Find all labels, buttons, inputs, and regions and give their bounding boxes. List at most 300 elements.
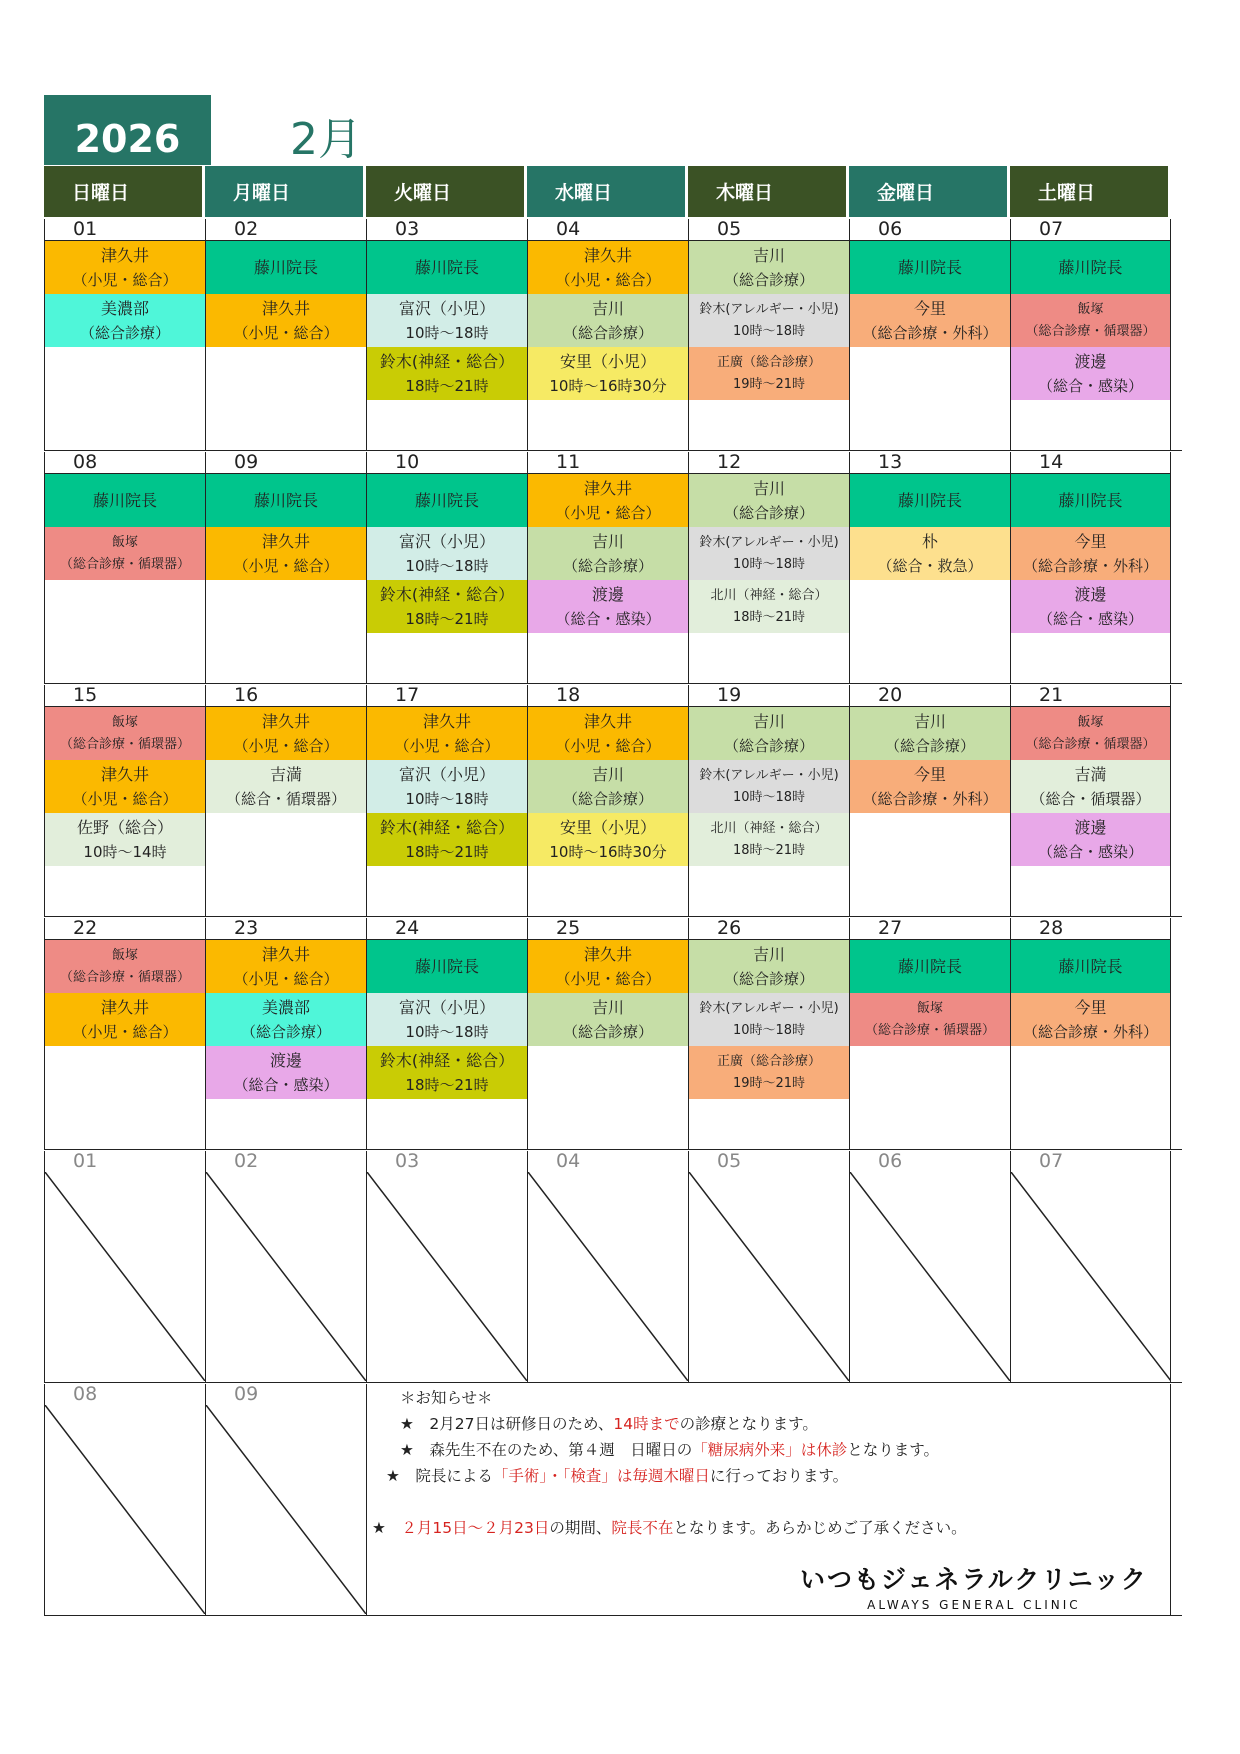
day-entries [528, 939, 688, 1149]
day-entries [850, 473, 1010, 683]
blank-day-cell [205, 1151, 366, 1382]
day-number: 16 [234, 684, 259, 706]
notice-line-4: ★ ２月15日～２月23日の期間、院長不在となります。あらかじめご了承ください。 [372, 1519, 967, 1537]
doctor-entry [850, 993, 1010, 1046]
doctor-entry [1011, 993, 1170, 1046]
day-cell [366, 685, 527, 916]
doctor-detail: （総合・救急） [877, 556, 983, 575]
doctor-name: 藤川院長 [897, 491, 962, 510]
day-number: 06 [878, 218, 903, 240]
day-number: 07 [1039, 1150, 1064, 1172]
day-entries [367, 473, 527, 683]
diagonal-slash [850, 1172, 1010, 1381]
day-cell [688, 918, 849, 1149]
doctor-name: 吉川 [752, 711, 785, 731]
week-bottom-border [44, 1149, 1182, 1150]
doctor-detail: （総合診療・外科） [862, 789, 998, 808]
day-number: 09 [234, 1383, 259, 1405]
doctor-entry [367, 294, 527, 347]
doctor-name: 津久井 [261, 944, 310, 964]
doctor-entry [850, 474, 1010, 527]
day-entries [206, 939, 366, 1149]
doctor-detail: （小児・総合） [72, 789, 178, 808]
doctor-entry [689, 580, 849, 633]
year-label: 2026 [44, 95, 211, 165]
clinic-logo [800, 1560, 1148, 1612]
diagonal-slash [367, 1172, 527, 1381]
doctor-entry [850, 294, 1010, 347]
week-bottom-border [44, 916, 1182, 917]
doctor-detail: （総合診療・外科） [862, 323, 998, 342]
day-cell [688, 685, 849, 916]
doctor-name: 正廣（総合診療） [716, 1053, 821, 1069]
week-bottom-border [44, 683, 1182, 684]
doctor-entry [850, 241, 1010, 294]
day-number: 04 [556, 218, 581, 240]
day-number: 03 [395, 218, 420, 240]
day-number: 25 [556, 917, 581, 939]
week-bottom-border [44, 1382, 1182, 1383]
doctor-name: 吉川 [913, 711, 946, 731]
doctor-entry [528, 813, 688, 866]
doctor-name: 北川（神経・総合） [710, 587, 828, 603]
doctor-detail: 10時～16時30分 [549, 376, 667, 395]
doctor-detail: 10時～14時 [83, 842, 167, 861]
doctor-name: 渡邊 [591, 584, 624, 604]
notice-line-3: ★ 院長による「手術」・「検査」は毎週木曜日に行っております。 [386, 1467, 849, 1485]
weekday-sat: 土曜日 [1010, 166, 1168, 217]
doctor-name: 渡邊 [269, 1050, 302, 1070]
day-cell [205, 685, 366, 916]
day-number: 12 [717, 451, 742, 473]
doctor-name: 藤川院長 [897, 258, 962, 277]
doctor-name: 鈴木(アレルギー・小児) [699, 301, 839, 317]
doctor-entry [850, 527, 1010, 580]
doctor-name: 飯塚 [111, 714, 138, 730]
day-number: 04 [556, 1150, 581, 1172]
doctor-name: 飯塚 [1077, 301, 1104, 317]
doctor-name: 鈴木(神経・総合） [379, 351, 515, 371]
doctor-entry [689, 474, 849, 527]
doctor-entry [1011, 707, 1170, 760]
doctor-name: 藤川院長 [1058, 491, 1123, 510]
day-entries [1011, 473, 1170, 683]
doctor-entry [689, 993, 849, 1046]
day-number: 11 [556, 451, 581, 473]
doctor-name: 安里（小児） [559, 817, 656, 837]
doctor-entry [1011, 580, 1170, 633]
day-cell [849, 452, 1010, 683]
month-label: 2月 [290, 114, 362, 165]
doctor-name: 藤川院長 [92, 491, 157, 510]
weekday-thu: 木曜日 [688, 166, 846, 217]
doctor-detail: （総合診療） [240, 1022, 331, 1041]
day-number: 14 [1039, 451, 1064, 473]
doctor-detail: （総合・感染） [233, 1075, 339, 1094]
week-bottom-border [44, 450, 1182, 451]
doctor-name: 美濃部 [261, 997, 310, 1017]
day-number: 21 [1039, 684, 1064, 706]
doctor-entry [367, 347, 527, 400]
doctor-name: 吉川 [752, 944, 785, 964]
day-number: 07 [1039, 218, 1064, 240]
doctor-name: 吉川 [752, 245, 785, 265]
doctor-name: 吉川 [752, 478, 785, 498]
doctor-detail: 10時～16時30分 [549, 842, 667, 861]
doctor-entry [206, 1046, 366, 1099]
doctor-detail: （総合診療） [723, 969, 814, 988]
doctor-name: 富沢（小児） [398, 997, 495, 1017]
day-entries [206, 473, 366, 683]
doctor-entry [1011, 347, 1170, 400]
doctor-entry [45, 241, 205, 294]
doctor-name: 飯塚 [1077, 714, 1104, 730]
day-cell [366, 219, 527, 450]
weekday-mon: 月曜日 [205, 166, 363, 217]
doctor-name: 飯塚 [916, 1000, 943, 1016]
day-number: 05 [717, 1150, 742, 1172]
doctor-name: 北川（神経・総合） [710, 820, 828, 836]
blank-day-cell [44, 1384, 205, 1615]
day-entries [45, 473, 205, 683]
doctor-detail: （小児・総合） [233, 556, 339, 575]
doctor-entry [206, 294, 366, 347]
weekday-wed: 水曜日 [527, 166, 685, 217]
doctor-name: 渡邊 [1074, 584, 1107, 604]
doctor-name: 鈴木(アレルギー・小児) [699, 1000, 839, 1016]
doctor-detail: （総合診療・循環器） [1025, 323, 1156, 339]
day-cell [527, 452, 688, 683]
blank-day-cell [527, 1151, 688, 1382]
doctor-entry [850, 940, 1010, 993]
day-entries [1011, 240, 1170, 450]
day-number: 08 [73, 451, 98, 473]
doctor-entry [689, 707, 849, 760]
diagonal-slash [206, 1405, 366, 1614]
doctor-name: 津久井 [261, 531, 310, 551]
day-number: 06 [878, 1150, 903, 1172]
doctor-name: 佐野（総合） [76, 817, 173, 837]
doctor-entry [367, 1046, 527, 1099]
day-number: 19 [717, 684, 742, 706]
doctor-detail: （総合診療） [562, 1022, 653, 1041]
weekday-header [44, 166, 1171, 217]
day-cell [527, 685, 688, 916]
doctor-entry [528, 580, 688, 633]
doctor-entry [1011, 241, 1170, 294]
day-cell [205, 918, 366, 1149]
doctor-detail: 18時～21時 [405, 609, 489, 628]
doctor-entry [689, 294, 849, 347]
day-cell [44, 452, 205, 683]
doctor-detail: 18時～21時 [405, 1075, 489, 1094]
doctor-detail: （総合診療・循環器） [1025, 736, 1156, 752]
doctor-detail: 18時～21時 [405, 842, 489, 861]
doctor-name: 鈴木(アレルギー・小児) [699, 767, 839, 783]
day-number: 02 [234, 218, 259, 240]
doctor-name: 津久井 [583, 944, 632, 964]
doctor-detail: （総合診療） [723, 503, 814, 522]
doctor-entry [850, 760, 1010, 813]
doctor-detail: （小児・総合） [555, 969, 661, 988]
doctor-entry [689, 940, 849, 993]
doctor-entry [206, 527, 366, 580]
doctor-detail: 10時～18時 [405, 556, 489, 575]
doctor-entry [689, 347, 849, 400]
day-number: 22 [73, 917, 98, 939]
doctor-detail: （総合・感染） [1037, 609, 1143, 628]
day-cell [205, 452, 366, 683]
doctor-entry [206, 707, 366, 760]
day-cell [366, 918, 527, 1149]
diagonal-slash [206, 1172, 366, 1381]
doctor-entry [528, 474, 688, 527]
doctor-entry [528, 760, 688, 813]
doctor-entry [367, 474, 527, 527]
doctor-detail: （総合診療・循環器） [59, 736, 190, 752]
day-entries [528, 706, 688, 916]
doctor-entry [1011, 760, 1170, 813]
day-cell [849, 219, 1010, 450]
diagonal-slash [528, 1172, 688, 1381]
day-number: 05 [717, 218, 742, 240]
doctor-entry [1011, 940, 1170, 993]
doctor-name: 富沢（小児） [398, 298, 495, 318]
doctor-entry [45, 760, 205, 813]
blank-day-cell [366, 1151, 527, 1382]
doctor-name: 藤川院長 [253, 491, 318, 510]
day-number: 18 [556, 684, 581, 706]
doctor-detail: （総合診療・外科） [1022, 556, 1158, 575]
day-number: 26 [717, 917, 742, 939]
doctor-entry [689, 1046, 849, 1099]
clinic-logo-jp: いつもジェネラルクリニック [800, 1565, 1148, 1594]
day-number: 15 [73, 684, 98, 706]
doctor-detail: （総合診療） [79, 323, 170, 342]
doctor-name: 藤川院長 [414, 957, 479, 976]
doctor-detail: （総合診療） [562, 323, 653, 342]
doctor-detail: 10時～18時 [405, 323, 489, 342]
day-number: 03 [395, 1150, 420, 1172]
doctor-entry [528, 241, 688, 294]
day-entries [528, 473, 688, 683]
doctor-name: 鈴木(アレルギー・小児) [699, 534, 839, 550]
doctor-name: 渡邊 [1074, 351, 1107, 371]
doctor-detail: 19時～21時 [732, 376, 806, 392]
doctor-detail: （総合診療） [562, 556, 653, 575]
doctor-detail: （総合診療・循環器） [59, 969, 190, 985]
doctor-detail: 10時～18時 [405, 1022, 489, 1041]
weekday-tue: 火曜日 [366, 166, 524, 217]
day-cell [44, 219, 205, 450]
day-number: 24 [395, 917, 420, 939]
doctor-entry [206, 940, 366, 993]
doctor-name: 今里 [913, 298, 946, 318]
day-number: 09 [234, 451, 259, 473]
day-cell [849, 685, 1010, 916]
day-entries [689, 706, 849, 916]
doctor-entry [689, 813, 849, 866]
doctor-name: 鈴木(神経・総合） [379, 1050, 515, 1070]
doctor-name: 藤川院長 [414, 258, 479, 277]
day-entries [45, 240, 205, 450]
doctor-name: 津久井 [100, 997, 149, 1017]
doctor-detail: （総合診療） [723, 270, 814, 289]
doctor-entry [367, 527, 527, 580]
doctor-detail: 19時～21時 [732, 1075, 806, 1091]
doctor-detail: （小児・総合） [233, 323, 339, 342]
day-number: 13 [878, 451, 903, 473]
day-entries [1011, 706, 1170, 916]
doctor-entry [206, 760, 366, 813]
doctor-entry [689, 527, 849, 580]
day-number: 28 [1039, 917, 1064, 939]
doctor-entry [367, 580, 527, 633]
day-cell [527, 219, 688, 450]
doctor-entry [1011, 294, 1170, 347]
day-entries [689, 939, 849, 1149]
doctor-entry [528, 707, 688, 760]
doctor-entry [45, 940, 205, 993]
day-entries [45, 939, 205, 1149]
day-entries [850, 939, 1010, 1149]
week-bottom-border [44, 1615, 1182, 1616]
doctor-entry [45, 813, 205, 866]
doctor-detail: 18時～21時 [405, 376, 489, 395]
doctor-name: 津久井 [583, 478, 632, 498]
day-number: 20 [878, 684, 903, 706]
doctor-name: 吉川 [591, 997, 624, 1017]
day-cell [44, 918, 205, 1149]
doctor-name: 鈴木(神経・総合） [379, 584, 515, 604]
doctor-name: 吉川 [591, 764, 624, 784]
calendar-week [44, 918, 1182, 1151]
day-number: 27 [878, 917, 903, 939]
day-entries [367, 706, 527, 916]
doctor-detail: 18時～21時 [732, 609, 806, 625]
day-entries [528, 240, 688, 450]
calendar-week [44, 452, 1182, 685]
doctor-entry [206, 474, 366, 527]
doctor-detail: （小児・総合） [394, 736, 500, 755]
doctor-entry [45, 707, 205, 760]
doctor-detail: （小児・総合） [233, 969, 339, 988]
day-number: 01 [73, 1150, 98, 1172]
doctor-detail: 10時～18時 [405, 789, 489, 808]
doctor-detail: （総合・感染） [1037, 842, 1143, 861]
doctor-detail: （総合・循環器） [1030, 789, 1151, 808]
doctor-name: 吉川 [591, 298, 624, 318]
doctor-entry [367, 760, 527, 813]
doctor-detail: 18時～21時 [732, 842, 806, 858]
doctor-entry [528, 294, 688, 347]
doctor-name: 藤川院長 [897, 957, 962, 976]
day-entries [45, 706, 205, 916]
day-number: 08 [73, 1383, 98, 1405]
notice-box [372, 1385, 1172, 1541]
calendar-week [44, 685, 1182, 918]
day-number: 01 [73, 218, 98, 240]
doctor-name: 正廣（総合診療） [716, 354, 821, 370]
doctor-entry [367, 241, 527, 294]
blank-day-cell [688, 1151, 849, 1382]
blank-week [44, 1151, 1182, 1384]
doctor-entry [1011, 813, 1170, 866]
day-entries [367, 939, 527, 1149]
doctor-entry [1011, 474, 1170, 527]
day-cell [366, 452, 527, 683]
diagonal-slash [689, 1172, 849, 1381]
doctor-entry [689, 241, 849, 294]
day-cell [849, 918, 1010, 1149]
doctor-detail: （小児・総合） [555, 270, 661, 289]
doctor-name: 津久井 [100, 245, 149, 265]
doctor-name: 今里 [1074, 531, 1107, 551]
weekday-sun: 日曜日 [44, 166, 202, 217]
day-cell [1010, 452, 1171, 683]
doctor-name: 津久井 [583, 711, 632, 731]
day-cell [1010, 918, 1171, 1149]
doctor-detail: （総合診療） [723, 736, 814, 755]
day-number: 17 [395, 684, 420, 706]
doctor-detail: （総合・感染） [1037, 376, 1143, 395]
day-cell [688, 219, 849, 450]
weekday-fri: 金曜日 [849, 166, 1007, 217]
day-number: 23 [234, 917, 259, 939]
doctor-entry [528, 347, 688, 400]
doctor-name: 藤川院長 [414, 491, 479, 510]
doctor-name: 吉満 [269, 764, 302, 784]
day-entries [367, 240, 527, 450]
doctor-name: 津久井 [261, 298, 310, 318]
day-cell [1010, 219, 1171, 450]
doctor-detail: （小児・総合） [555, 736, 661, 755]
doctor-name: 津久井 [583, 245, 632, 265]
doctor-detail: 10時～18時 [732, 556, 806, 572]
doctor-detail: （小児・総合） [555, 503, 661, 522]
doctor-entry [528, 940, 688, 993]
doctor-name: 今里 [913, 764, 946, 784]
doctor-name: 飯塚 [111, 534, 138, 550]
doctor-entry [850, 707, 1010, 760]
day-entries [689, 240, 849, 450]
doctor-name: 渡邊 [1074, 817, 1107, 837]
doctor-detail: （総合・循環器） [225, 789, 346, 808]
doctor-entry [528, 993, 688, 1046]
doctor-entry [367, 707, 527, 760]
doctor-entry [367, 993, 527, 1046]
blank-day-cell [1010, 1151, 1171, 1382]
doctor-detail: 10時～18時 [732, 323, 806, 339]
day-cell [205, 219, 366, 450]
doctor-entry [45, 294, 205, 347]
doctor-detail: 10時～18時 [732, 789, 806, 805]
doctor-name: 飯塚 [111, 947, 138, 963]
notice-line-2: ★ 森先生不在のため、第４週 日曜日の「糖尿病外来」は休診となります。 [400, 1441, 940, 1459]
doctor-entry [206, 993, 366, 1046]
doctor-name: 吉川 [591, 531, 624, 551]
doctor-entry [45, 527, 205, 580]
calendar-week [44, 219, 1182, 452]
doctor-detail: （総合診療） [562, 789, 653, 808]
day-cell [1010, 685, 1171, 916]
doctor-detail: （総合・感染） [555, 609, 661, 628]
doctor-name: 美濃部 [100, 298, 149, 318]
day-cell [44, 685, 205, 916]
day-number: 02 [234, 1150, 259, 1172]
day-entries [206, 240, 366, 450]
doctor-detail: （総合診療） [884, 736, 975, 755]
